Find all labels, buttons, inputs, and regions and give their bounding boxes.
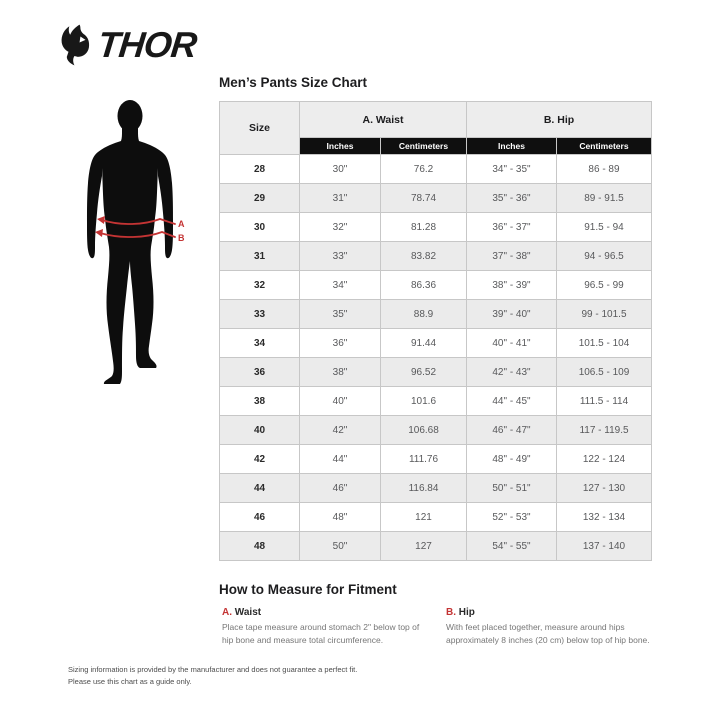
cell-hip-inches: 39" - 40" [467, 300, 557, 329]
waist-instructions-text: Place tape measure around stomach 2" below top of hip bone and measure total circumference. [222, 622, 420, 645]
hip-instructions-text: With feet placed together, measure around hips approximately 8 inches (20 cm) below top of hip bone. [446, 622, 650, 645]
cell-size: 46 [220, 503, 300, 532]
cell-hip-centimeters: 132 - 134 [557, 503, 652, 532]
size-row [220, 445, 652, 474]
cell-waist-centimeters: 81.28 [381, 213, 467, 242]
brand-wordmark: THOR [95, 24, 199, 65]
cell-waist-inches: 30" [300, 155, 381, 184]
waist-label: Waist [234, 607, 262, 618]
size-row [220, 213, 652, 242]
cell-size: 31 [220, 242, 300, 271]
column-header-size: Size [220, 102, 300, 155]
measurement-figure [86, 100, 196, 387]
cell-hip-inches: 50" - 51" [467, 474, 557, 503]
size-chart-section [219, 75, 655, 647]
waist-letter: A. [222, 607, 232, 618]
cell-hip-inches: 40" - 41" [467, 329, 557, 358]
cell-waist-inches: 31" [300, 184, 381, 213]
column-header-hip-centimeters: Centimeters [557, 138, 652, 155]
cell-waist-centimeters: 78.74 [381, 184, 467, 213]
cell-hip-centimeters: 122 - 124 [557, 445, 652, 474]
size-row [220, 416, 652, 445]
cell-hip-inches: 48" - 49" [467, 445, 557, 474]
cell-waist-inches: 33" [300, 242, 381, 271]
cell-waist-centimeters: 121 [381, 503, 467, 532]
size-row [220, 242, 652, 271]
size-row [220, 271, 652, 300]
cell-hip-inches: 44" - 45" [467, 387, 557, 416]
size-row [220, 532, 652, 561]
cell-hip-inches: 38" - 39" [467, 271, 557, 300]
brand-logo [60, 24, 199, 66]
cell-hip-centimeters: 127 - 130 [557, 474, 652, 503]
column-header-hip-inches: Inches [467, 138, 557, 155]
cell-hip-centimeters: 99 - 101.5 [557, 300, 652, 329]
cell-hip-centimeters: 106.5 - 109 [557, 358, 652, 387]
column-header-hip: B. Hip [467, 102, 652, 138]
cell-hip-inches: 37" - 38" [467, 242, 557, 271]
cell-size: 34 [220, 329, 300, 358]
cell-hip-inches: 46" - 47" [467, 416, 557, 445]
cell-waist-inches: 42" [300, 416, 381, 445]
cell-waist-centimeters: 96.52 [381, 358, 467, 387]
group-header-row [220, 102, 652, 138]
cell-waist-centimeters: 101.6 [381, 387, 467, 416]
size-row [220, 329, 652, 358]
cell-hip-centimeters: 96.5 - 99 [557, 271, 652, 300]
cell-size: 42 [220, 445, 300, 474]
cell-waist-centimeters: 111.76 [381, 445, 467, 474]
cell-size: 28 [220, 155, 300, 184]
column-header-waist: A. Waist [300, 102, 467, 138]
cell-hip-centimeters: 89 - 91.5 [557, 184, 652, 213]
figure-label-b: B [178, 233, 185, 243]
cell-waist-inches: 35" [300, 300, 381, 329]
cell-hip-centimeters: 86 - 89 [557, 155, 652, 184]
cell-hip-centimeters: 117 - 119.5 [557, 416, 652, 445]
cell-size: 36 [220, 358, 300, 387]
cell-waist-centimeters: 127 [381, 532, 467, 561]
size-row [220, 503, 652, 532]
cell-waist-centimeters: 86.36 [381, 271, 467, 300]
hip-instructions [446, 607, 655, 647]
cell-hip-inches: 54" - 55" [467, 532, 557, 561]
cell-waist-inches: 46" [300, 474, 381, 503]
cell-waist-centimeters: 106.68 [381, 416, 467, 445]
cell-size: 48 [220, 532, 300, 561]
size-row [220, 474, 652, 503]
cell-waist-inches: 40" [300, 387, 381, 416]
sizing-disclaimer: Sizing information is provided by the manufacturer and does not guarantee a perfect fit. Please use this chart as a guide only. [68, 665, 358, 686]
cell-waist-centimeters: 76.2 [381, 155, 467, 184]
cell-hip-inches: 42" - 43" [467, 358, 557, 387]
how-to-measure-section [219, 582, 655, 647]
cell-waist-centimeters: 83.82 [381, 242, 467, 271]
cell-hip-centimeters: 91.5 - 94 [557, 213, 652, 242]
cell-waist-centimeters: 88.9 [381, 300, 467, 329]
column-header-waist-centimeters: Centimeters [381, 138, 467, 155]
cell-size: 33 [220, 300, 300, 329]
cell-waist-inches: 34" [300, 271, 381, 300]
cell-waist-centimeters: 91.44 [381, 329, 467, 358]
size-row [220, 358, 652, 387]
cell-hip-inches: 36" - 37" [467, 213, 557, 242]
cell-hip-inches: 52" - 53" [467, 503, 557, 532]
page-title: Men’s Pants Size Chart [219, 75, 368, 90]
cell-waist-inches: 44" [300, 445, 381, 474]
hip-instructions-heading [446, 607, 655, 618]
male-silhouette-icon [86, 100, 196, 387]
column-header-waist-inches: Inches [300, 138, 381, 155]
cell-waist-centimeters: 116.84 [381, 474, 467, 503]
cell-size: 32 [220, 271, 300, 300]
cell-size: 44 [220, 474, 300, 503]
cell-size: 29 [220, 184, 300, 213]
cell-waist-inches: 48" [300, 503, 381, 532]
size-row [220, 300, 652, 329]
cell-size: 40 [220, 416, 300, 445]
cell-waist-inches: 36" [300, 329, 381, 358]
waist-instructions [219, 607, 446, 647]
hip-label: Hip [458, 607, 475, 618]
cell-hip-inches: 34" - 35" [467, 155, 557, 184]
cell-hip-centimeters: 111.5 - 114 [557, 387, 652, 416]
cell-waist-inches: 38" [300, 358, 381, 387]
cell-waist-inches: 32" [300, 213, 381, 242]
cell-hip-centimeters: 101.5 - 104 [557, 329, 652, 358]
how-to-measure-title: How to Measure for Fitment [219, 582, 397, 597]
cell-waist-inches: 50" [300, 532, 381, 561]
size-row [220, 184, 652, 213]
size-row [220, 155, 652, 184]
size-row [220, 387, 652, 416]
figure-label-a: A [178, 219, 185, 229]
waist-instructions-heading [222, 607, 446, 618]
hip-letter: B. [446, 607, 456, 618]
cell-hip-inches: 35" - 36" [467, 184, 557, 213]
size-chart-table [219, 101, 652, 561]
cell-size: 38 [220, 387, 300, 416]
cell-hip-centimeters: 94 - 96.5 [557, 242, 652, 271]
cell-size: 30 [220, 213, 300, 242]
cell-hip-centimeters: 137 - 140 [557, 532, 652, 561]
thor-helmet-icon [60, 24, 94, 66]
